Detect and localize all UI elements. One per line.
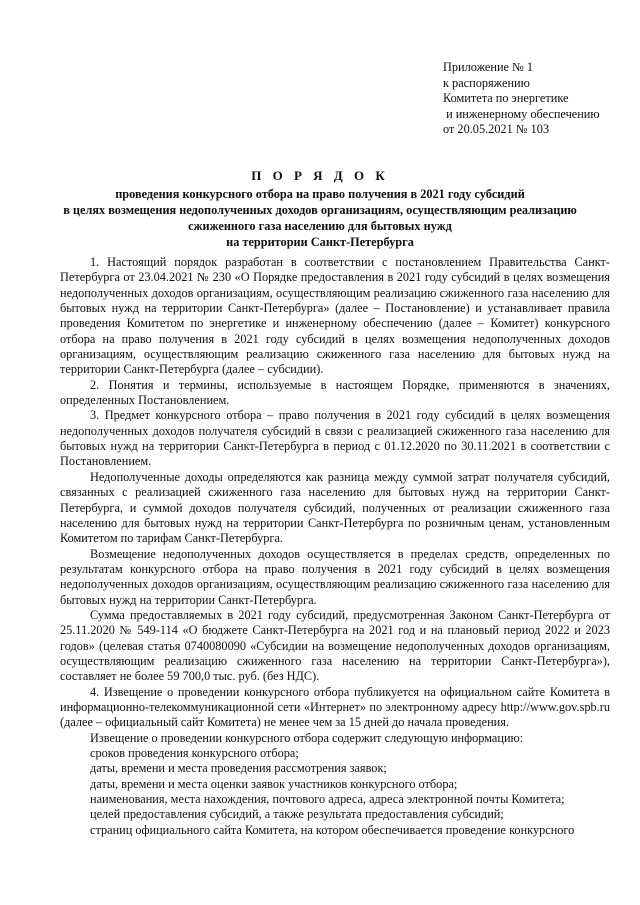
title-line: в целях возмещения недополученных доходов организациям, осуществляющим реализацию (63, 203, 577, 217)
paragraph: 2. Понятия и термины, используемые в настоящем Порядке, применяются в значениях, определенных Постановлением. (60, 377, 610, 408)
paragraph: 3. Предмет конкурсного отбора – право получения в 2021 году субсидий в целях возмещения недополученных доходов получателя субсидий в связи с реализацией сжиженного газа населению для бытовых нужд на территории Санкт-Петербурга в период с 01.12.2020 по 30.11.2021 в соответствии с Постановлением. (60, 408, 610, 469)
paragraph: 1. Настоящий порядок разработан в соответствии с постановлением Правительства Санкт-Петербурга от 23.04.2021 № 230 «О Порядке предоставления в 2021 году субсидий в целях возмещения недополученных доходов организациям, осуществляющим реализацию сжиженного газа населению для бытовых нужд на территории Санкт-Петербурга» (далее – Постановление) и устанавливает правила проведения Комитетом по энергетике и инженерному обеспечению (далее – Комитет) конкурсного отбора на право получения в 2021 году субсидий в целях возмещения недополученных доходов организациям, осуществляющим реализацию сжиженного газа населению для бытовых нужд на территории Санкт-Петербурга (далее – субсидии). (60, 255, 610, 377)
appendix-line: и инженерному обеспечению (443, 106, 600, 121)
title-line: на территории Санкт-Петербурга (226, 235, 414, 249)
list-item: целей предоставления субсидий, а также результата предоставления субсидий; (90, 807, 504, 822)
list-intro: Извещение о проведении конкурсного отбора содержит следующую информацию: (90, 730, 524, 745)
title-line: сжиженного газа населению для бытовых нужд (188, 219, 452, 233)
list-item: наименования, места нахождения, почтового адреса, адреса электронной почты Комитета; (90, 792, 565, 807)
paragraph: Сумма предоставляемых в 2021 году субсидий, предусмотренная Законом Санкт-Петербурга от 25.11.2020 № 549-114 «О бюджете Санкт-Петербурга на 2021 год и на плановый период 2022 и 2023 годов» (целевая статья 0740080090 «Субсидии на возмещение недополученных доходов организациям, осуществляющим реализацию сжиженного газа населению на территории Санкт-Петербурга»), составляет не более 59 700,0 тыс. руб. (без НДС). (60, 607, 610, 684)
appendix-line: к распоряжению (443, 75, 530, 90)
paragraph: 4. Извещение о проведении конкурсного отбора публикуется на официальном сайте Комитета в информационно-телекоммуникационной сети «Интернет» по электронному адресу http://www.gov.spb.ru (далее – официальный сайт Комитета) не менее чем за 15 дней до начала проведения. (60, 684, 610, 730)
paragraph: Возмещение недополученных доходов осуществляется в пределах средств, определенных по результатам конкурсного отбора на право получения в 2021 году субсидий в целях возмещения недополученных доходов организациям, осуществляющим реализацию сжиженного газа населению для бытовых нужд на территории Санкт-Петербурга. (60, 546, 610, 607)
list-item: даты, времени и места проведения рассмотрения заявок; (90, 761, 387, 776)
document-body (60, 255, 610, 838)
title-main: П О Р Я Д О К (251, 168, 389, 183)
paragraph: Недополученные доходы определяются как разница между суммой затрат получателя субсидий, связанных с реализацией сжиженного газа населению для бытовых нужд на территории Санкт-Петербурга, и суммой доходов получателя субсидий, полученных от реализации сжиженного газа населению для бытовых нужд на территории Санкт-Петербурга по розничным ценам, установленным Комитетом по тарифам Санкт-Петербурга. (60, 469, 610, 546)
list-item: даты, времени и места оценки заявок участников конкурсного отбора; (90, 776, 458, 791)
appendix-block (443, 60, 633, 138)
appendix-line: от 20.05.2021 № 103 (443, 122, 550, 137)
appendix-line: Комитета по энергетике (443, 91, 569, 106)
list-item: сроков проведения конкурсного отбора; (90, 746, 299, 760)
document-title (40, 168, 600, 250)
appendix-line: Приложение № 1 (443, 60, 534, 74)
list-item: страниц официального сайта Комитета, на котором обеспечивается проведение конкурсного (90, 822, 575, 837)
title-line: проведения конкурсного отбора на право получения в 2021 году субсидий (115, 187, 525, 201)
